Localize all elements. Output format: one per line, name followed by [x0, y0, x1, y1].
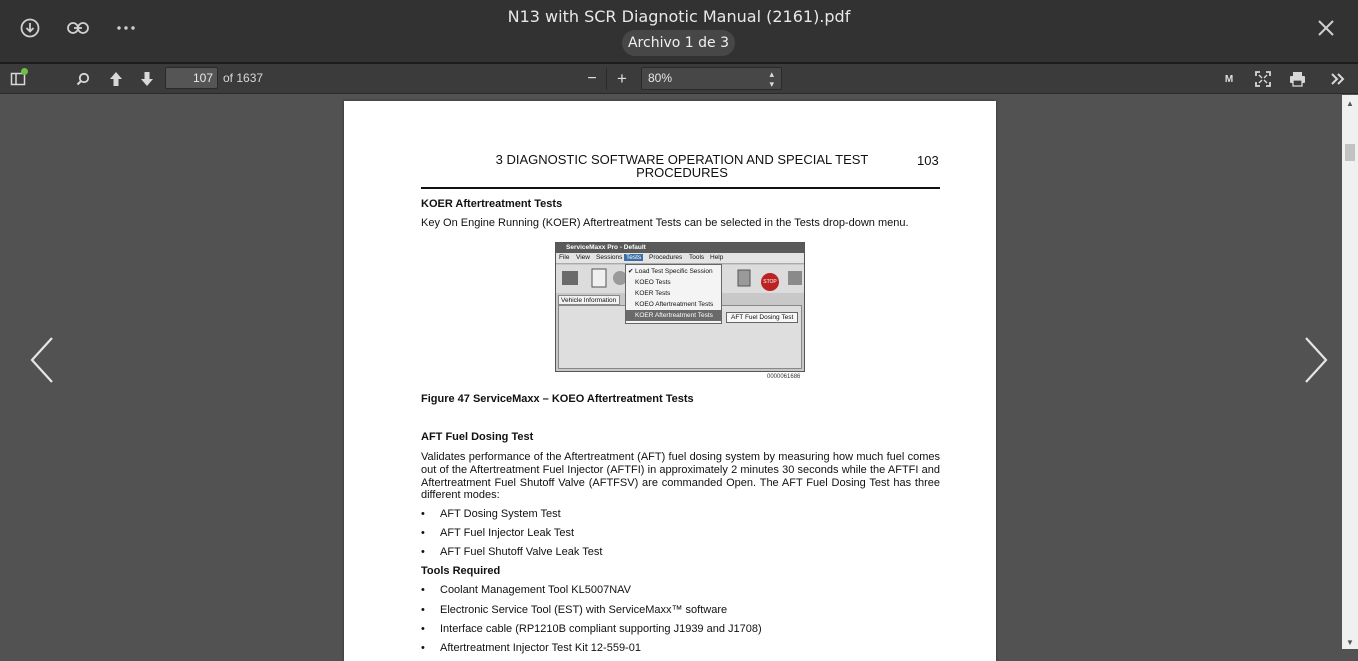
list-item: • Interface cable (RP1210B compliant supporting J1939 and J1708): [421, 623, 762, 635]
pdf-toolbar: [0, 64, 1358, 94]
figure-dropdown-item: ✔ Load Test Specific Session: [628, 268, 713, 275]
section-paragraph: Key On Engine Running (KOER) Aftertreatment Tests can be selected in the Tests drop-down menu.: [421, 217, 909, 229]
search-icon[interactable]: [71, 68, 95, 90]
previous-file-arrow-icon[interactable]: [28, 335, 58, 385]
figure-submenu-item: AFT Fuel Dosing Test: [726, 312, 798, 323]
bullet-icon: •: [421, 546, 425, 558]
list-item: • AFT Fuel Injector Leak Test: [421, 527, 575, 539]
section-paragraph: Validates performance of the Aftertreatment (AFT) fuel dosing system by measuring how much fuel comes out of the Aftertreatment Fuel Injector (AFTFI) in approximately 2 minutes 30 seconds while the AFTFI and Aftertreatment Fuel Shutoff Valve (AFTFSV) are commanded Open. The AFT Fuel Dosing Test has three different modes:: [421, 451, 940, 502]
next-file-arrow-icon[interactable]: [1300, 335, 1330, 385]
figure-code: 0000061686: [767, 374, 801, 380]
sidebar-notification-dot: [21, 68, 28, 75]
figure-menu-item: View: [576, 254, 590, 261]
zoom-out-button[interactable]: −: [587, 70, 597, 87]
stop-icon: STOP: [761, 273, 779, 291]
zoom-divider: [606, 68, 607, 90]
figure-menu-item: File: [559, 254, 570, 261]
close-icon[interactable]: [1314, 16, 1338, 40]
section-heading: KOER Aftertreatment Tests: [421, 198, 563, 210]
page-number-input[interactable]: [165, 67, 218, 89]
vertical-scrollbar[interactable]: [1342, 95, 1358, 649]
figure-dropdown-item: KOER Tests: [635, 290, 671, 297]
select-arrows-icon: ▴ ▾: [769, 69, 774, 89]
section-heading: AFT Fuel Dosing Test: [421, 431, 534, 443]
figure-dropdown-item: KOEO Tests: [635, 279, 671, 286]
previous-page-icon[interactable]: [104, 68, 128, 90]
list-item: • AFT Fuel Shutoff Valve Leak Test: [421, 546, 603, 558]
bullet-icon: •: [421, 527, 425, 539]
figure-menu-item: Sessions: [596, 254, 623, 261]
list-item: • Coolant Management Tool KL5007NAV: [421, 584, 631, 596]
page-header-number: 103: [917, 153, 939, 168]
bullet-icon: •: [421, 642, 425, 654]
list-item: • AFT Dosing System Test: [421, 508, 561, 520]
page-total-label: of 1637: [223, 71, 264, 85]
bullet-icon: •: [421, 623, 425, 635]
header-rule: [421, 187, 940, 189]
presentation-mode-button[interactable]: M: [1224, 73, 1234, 85]
zoom-select[interactable]: [641, 67, 782, 90]
fullscreen-icon[interactable]: [1251, 68, 1275, 90]
figure-menu-item: Procedures: [649, 254, 683, 261]
page-header-title: 3 DIAGNOSTIC SOFTWARE OPERATION AND SPECIAL TEST PROCEDURES: [495, 152, 869, 180]
scrollbar-thumb[interactable]: [1345, 144, 1355, 161]
list-item: • Electronic Service Tool (EST) with ServiceMaxx™ software: [421, 604, 728, 616]
figure-menu-item: Help: [710, 254, 724, 261]
zoom-in-button[interactable]: +: [617, 69, 627, 88]
bullet-icon: •: [421, 584, 425, 596]
zoom-value: 80%: [648, 71, 673, 85]
scroll-down-arrow-icon[interactable]: ▼: [1346, 638, 1354, 647]
check-icon: ✔: [628, 268, 634, 275]
scroll-up-arrow-icon[interactable]: ▲: [1346, 99, 1354, 108]
figure-menu-item: Tools: [689, 254, 705, 261]
document-title: N13 with SCR Diagnotic Manual (2161).pdf: [507, 7, 851, 26]
section-heading: Tools Required: [421, 565, 501, 577]
figure-caption: Figure 47 ServiceMaxx – KOEO Aftertreatment Tests: [421, 393, 694, 405]
figure-menu-item: Tests: [626, 254, 642, 261]
title-bar: [0, 0, 1358, 62]
bullet-icon: •: [421, 508, 425, 520]
print-icon[interactable]: [1285, 68, 1309, 90]
file-indicator: Archivo 1 de 3: [622, 30, 735, 56]
figure-dropdown-item: KOEO Aftertreatment Tests: [635, 301, 714, 308]
figure-tab: Vehicle Information: [558, 295, 620, 305]
figure-window-title: ServiceMaxx Pro - Default: [556, 243, 804, 253]
pdf-page: [344, 101, 996, 661]
figure-tests-dropdown: [625, 264, 722, 324]
servicemaxx-screenshot-figure: [555, 242, 805, 372]
figure-menu-bar: [556, 253, 804, 264]
next-page-icon[interactable]: [135, 68, 159, 90]
figure-dropdown-item-selected: KOER Aftertreatment Tests: [626, 310, 721, 321]
bullet-icon: •: [421, 604, 425, 616]
tools-menu-icon[interactable]: [1326, 68, 1350, 90]
list-item: • Aftertreatment Injector Test Kit 12-559-01: [421, 642, 641, 654]
